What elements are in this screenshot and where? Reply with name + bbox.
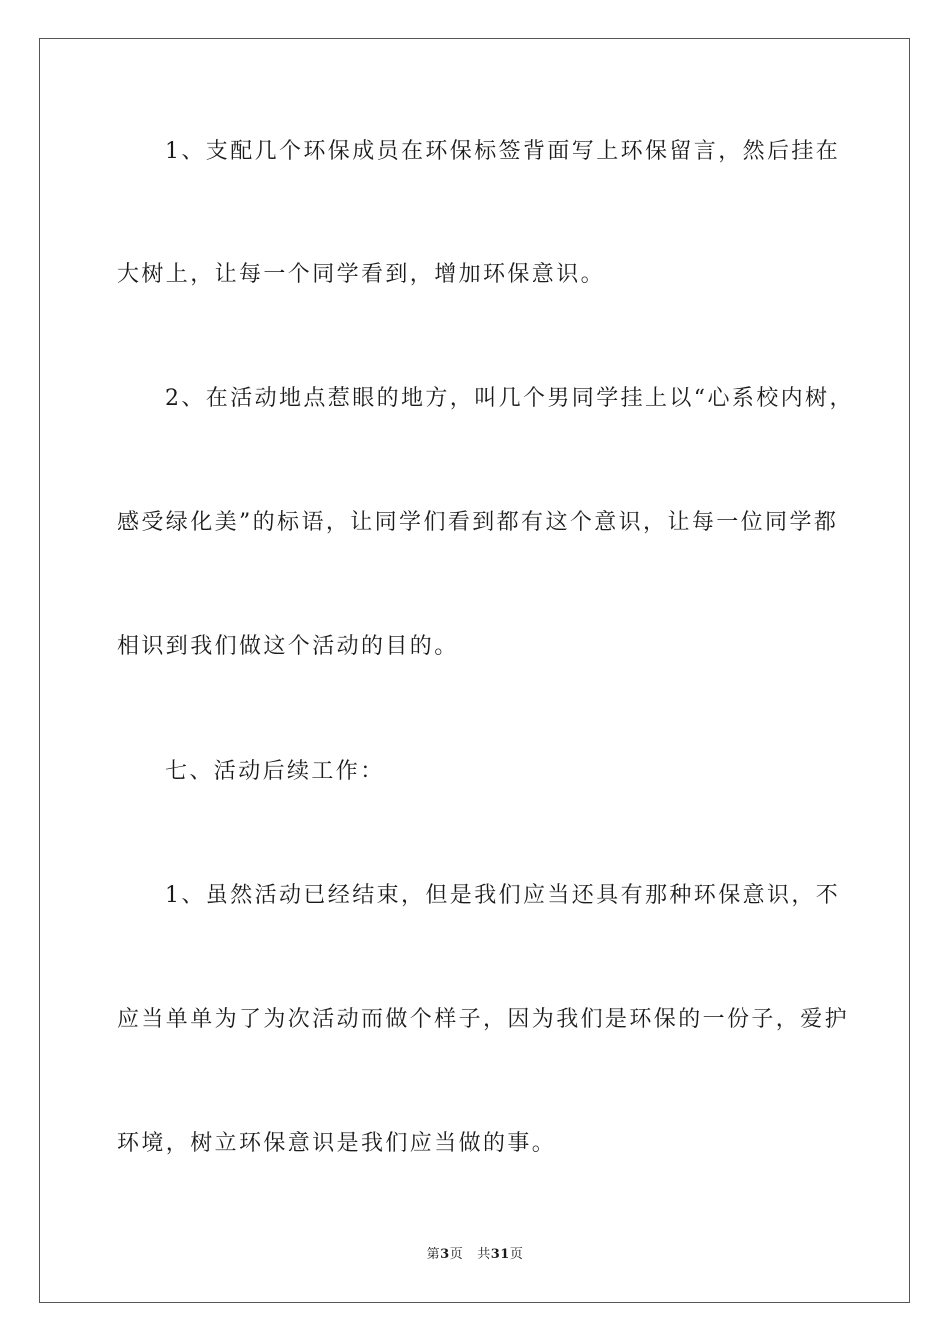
page-footer	[0, 1246, 950, 1264]
paragraph-line: 1、支配几个环保成员在环保标签背面写上环保留言，然后挂在	[165, 139, 841, 164]
page-border	[39, 38, 910, 1303]
paragraph-line: 应当单单为了为次活动而做个样子，因为我们是环保的一份子，爱护	[117, 1007, 850, 1032]
page-suffix: 页	[449, 1247, 464, 1262]
total-prefix: 共	[477, 1247, 491, 1262]
paragraph-line: 2、在活动地点惹眼的地方，叫几个男同学挂上以“心系校内树，	[165, 386, 854, 411]
total-suffix: 页	[509, 1247, 524, 1262]
page-prefix: 第	[426, 1247, 441, 1262]
section-heading: 七、活动后续工作：	[165, 759, 385, 784]
paragraph-line: 环境，树立环保意识是我们应当做的事。	[117, 1131, 557, 1156]
paragraph-line: 大树上，让每一个同学看到，增加环保意识。	[117, 262, 606, 287]
paragraph-line: 感受绿化美”的标语，让同学们看到都有这个意识，让每一位同学都	[117, 510, 839, 535]
paragraph-line: 1、虽然活动已经结束，但是我们应当还具有那种环保意识，不	[165, 883, 841, 908]
total-pages: 31	[490, 1247, 510, 1262]
paragraph-line: 相识到我们做这个活动的目的。	[117, 634, 459, 659]
page-number: 3	[440, 1247, 450, 1262]
